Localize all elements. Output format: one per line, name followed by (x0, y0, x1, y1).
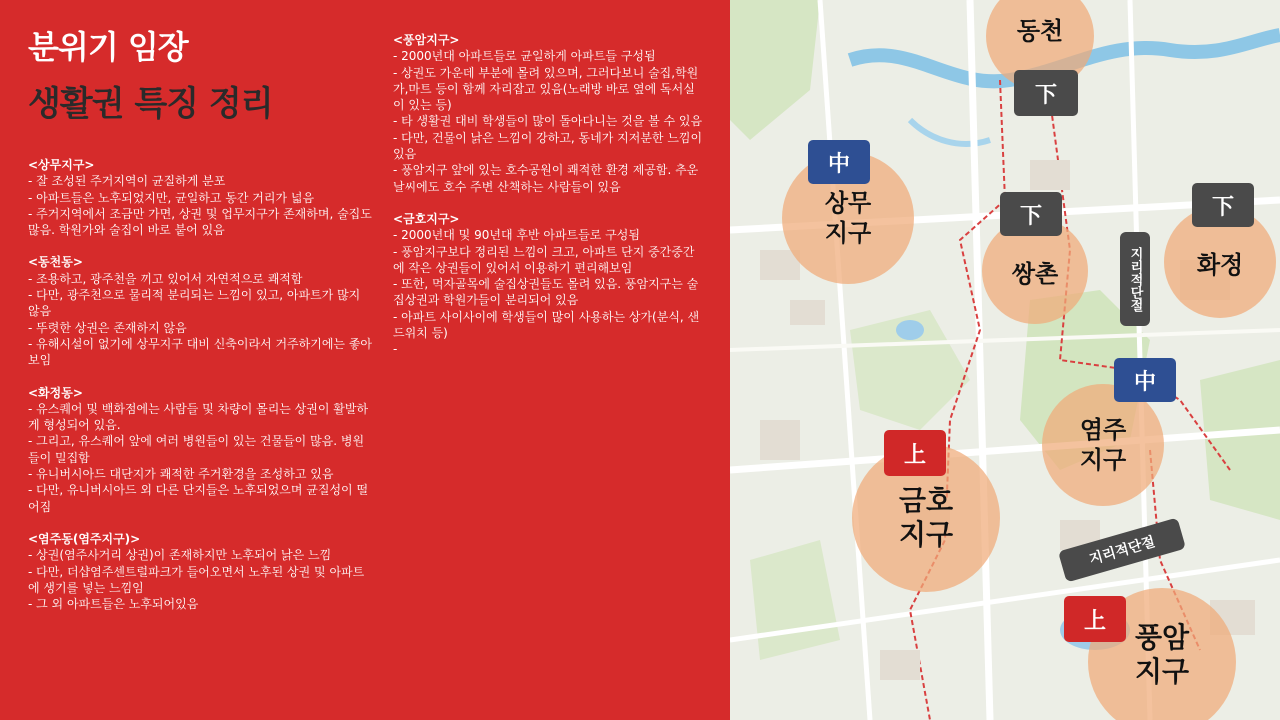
note-line: - (393, 342, 398, 357)
note-line: - 다만, 광주천으로 물리적 분리되는 느낌이 있고, 아파트가 많지 않음 (28, 288, 361, 319)
note-line: - 유해시설이 없기에 상무지구 대비 신축이라서 거주하기에는 좋아보임 (28, 336, 373, 368)
note-line: - 다만, 건물이 낡은 느낌이 강하고, 동네가 지저분한 느낌이 있음 (393, 130, 703, 162)
area-label-ssangchon: 쌍촌 (1011, 259, 1059, 288)
badge-hwajeong: 下 (1192, 183, 1254, 227)
note-line: - 그 외 아파트들은 노후되어있음 (28, 597, 199, 612)
lake (896, 320, 924, 340)
badge-pungam: 上 (1064, 596, 1126, 642)
section-title: <금호지구> (393, 211, 460, 226)
park-area (1200, 360, 1280, 520)
badge-geumho: 上 (884, 430, 946, 476)
note-line: - 아파트 사이사이에 학생들이 많이 사용하는 상가(분식, 샌드위치 등) (393, 309, 700, 341)
note-line: - 풍암지구 앞에 있는 호수공원이 쾌적한 환경 제공함. 추운 날씨에도 호수 주변 산책하는 사람들이 있음 (393, 163, 699, 194)
section-dongcheon (28, 254, 373, 368)
area-label-hwajeong: 화정 (1196, 250, 1244, 279)
note-line: - 조용하고, 광주천을 끼고 있어서 자연적으로 쾌적함 (28, 271, 303, 286)
geo-break-vertical-label (1120, 232, 1150, 326)
note-line: - 풍암지구보다 정리된 느낌이 크고, 아파트 단지 중간중간에 작은 상권들이 있어서 이용하기 편리해보임 (393, 244, 695, 275)
badge-sangmu: 中 (808, 140, 870, 184)
page-title: 분위기 임장 (28, 28, 188, 66)
note-line: - 그리고, 유스퀘어 앞에 여러 병원들이 있는 건물들이 많음. 병원들이 밀집함 (28, 434, 365, 465)
area-label-pungam: 풍암 지구 (1134, 621, 1190, 688)
note-line: - 다만, 유니버시아드 외 다른 단지들은 노후되었으며 균질성이 떨어짐 (28, 483, 369, 514)
section-title: <화정동> (28, 385, 83, 400)
area-label-sangmu: 상무 지구 (824, 189, 872, 247)
section-yeomju (28, 531, 373, 612)
section-title: <상무지구> (28, 158, 95, 172)
note-line: - 2000년대 아파트들로 균일하게 아파트들 구성됨 (393, 49, 656, 64)
badge-dongcheon: 下 (1014, 70, 1078, 116)
badge-yeomju: 中 (1114, 358, 1176, 402)
section-geumho (393, 211, 705, 358)
section-title: <동천동> (28, 255, 83, 270)
area-label-yeomju: 염주 지구 (1079, 416, 1127, 474)
notes-column-right (393, 32, 705, 374)
badge-ssangchon: 下 (1000, 192, 1062, 236)
note-line: - 다만, 더샵염주센트럴파크가 들어오면서 노후된 상권 및 아파트에 생기를 넣는 느낌임 (28, 564, 365, 595)
note-line: - 유니버시아드 대단지가 쾌적한 주거환경을 조성하고 있음 (28, 467, 334, 482)
area-label-geumho: 금호 지구 (898, 484, 954, 551)
area-circle-yeomju (1042, 384, 1164, 506)
section-title: <풍암지구> (393, 33, 460, 47)
section-hwajeong (28, 385, 373, 515)
map-panel (730, 0, 1280, 720)
area-label-dongcheon: 동천 (1016, 16, 1064, 45)
note-line: - 또한, 먹자골목에 술집상권들도 몰려 있음. 풍암지구는 술집상권과 학원가들이 분리되어 있음 (393, 277, 699, 308)
section-title: <염주동(염주지구)> (28, 531, 141, 546)
note-line: - 2000년대 및 90년대 후반 아파트들로 구성됨 (393, 228, 640, 243)
note-line: - 아파트들은 노후되었지만, 균일하고 동간 거리가 넓음 (28, 190, 315, 205)
note-line: - 타 생활권 대비 학생들이 많이 돌아다니는 것을 볼 수 있음 (393, 114, 703, 129)
note-line: - 잘 조성된 주거지역이 균질하게 분포 (28, 174, 226, 189)
note-line: - 상권(염주사거리 상권)이 존재하지만 노후되어 낡은 느낌 (28, 548, 332, 563)
note-line: - 주거지역에서 조금만 가면, 상권 및 업무지구가 존재하며, 술집도 많음. 학원가와 술집이 바로 붙어 있음 (28, 206, 372, 238)
geo-break-diagonal-text: 지리적단절 (1087, 533, 1157, 568)
note-line: - 상권도 가운데 부분에 몰려 있으며, 그러다보니 술집,학원가,마트 등이 함께 자리잡고 있음(노래방 바로 옆에 독서실이 있는 등) (393, 65, 699, 113)
section-pungam (393, 32, 705, 195)
note-line: - 뚜렷한 상권은 존재하지 않음 (28, 320, 187, 335)
geo-break-vertical-text: 지리적단절 (1127, 246, 1143, 312)
notes-column-left (28, 157, 373, 628)
note-line: - 유스퀘어 및 백화점에는 사람들 및 차량이 몰리는 상권이 활발하게 형성되어 있음. (28, 401, 369, 433)
section-sangmu (28, 157, 373, 238)
page-subtitle: 생활권 특징 정리 (28, 84, 273, 124)
